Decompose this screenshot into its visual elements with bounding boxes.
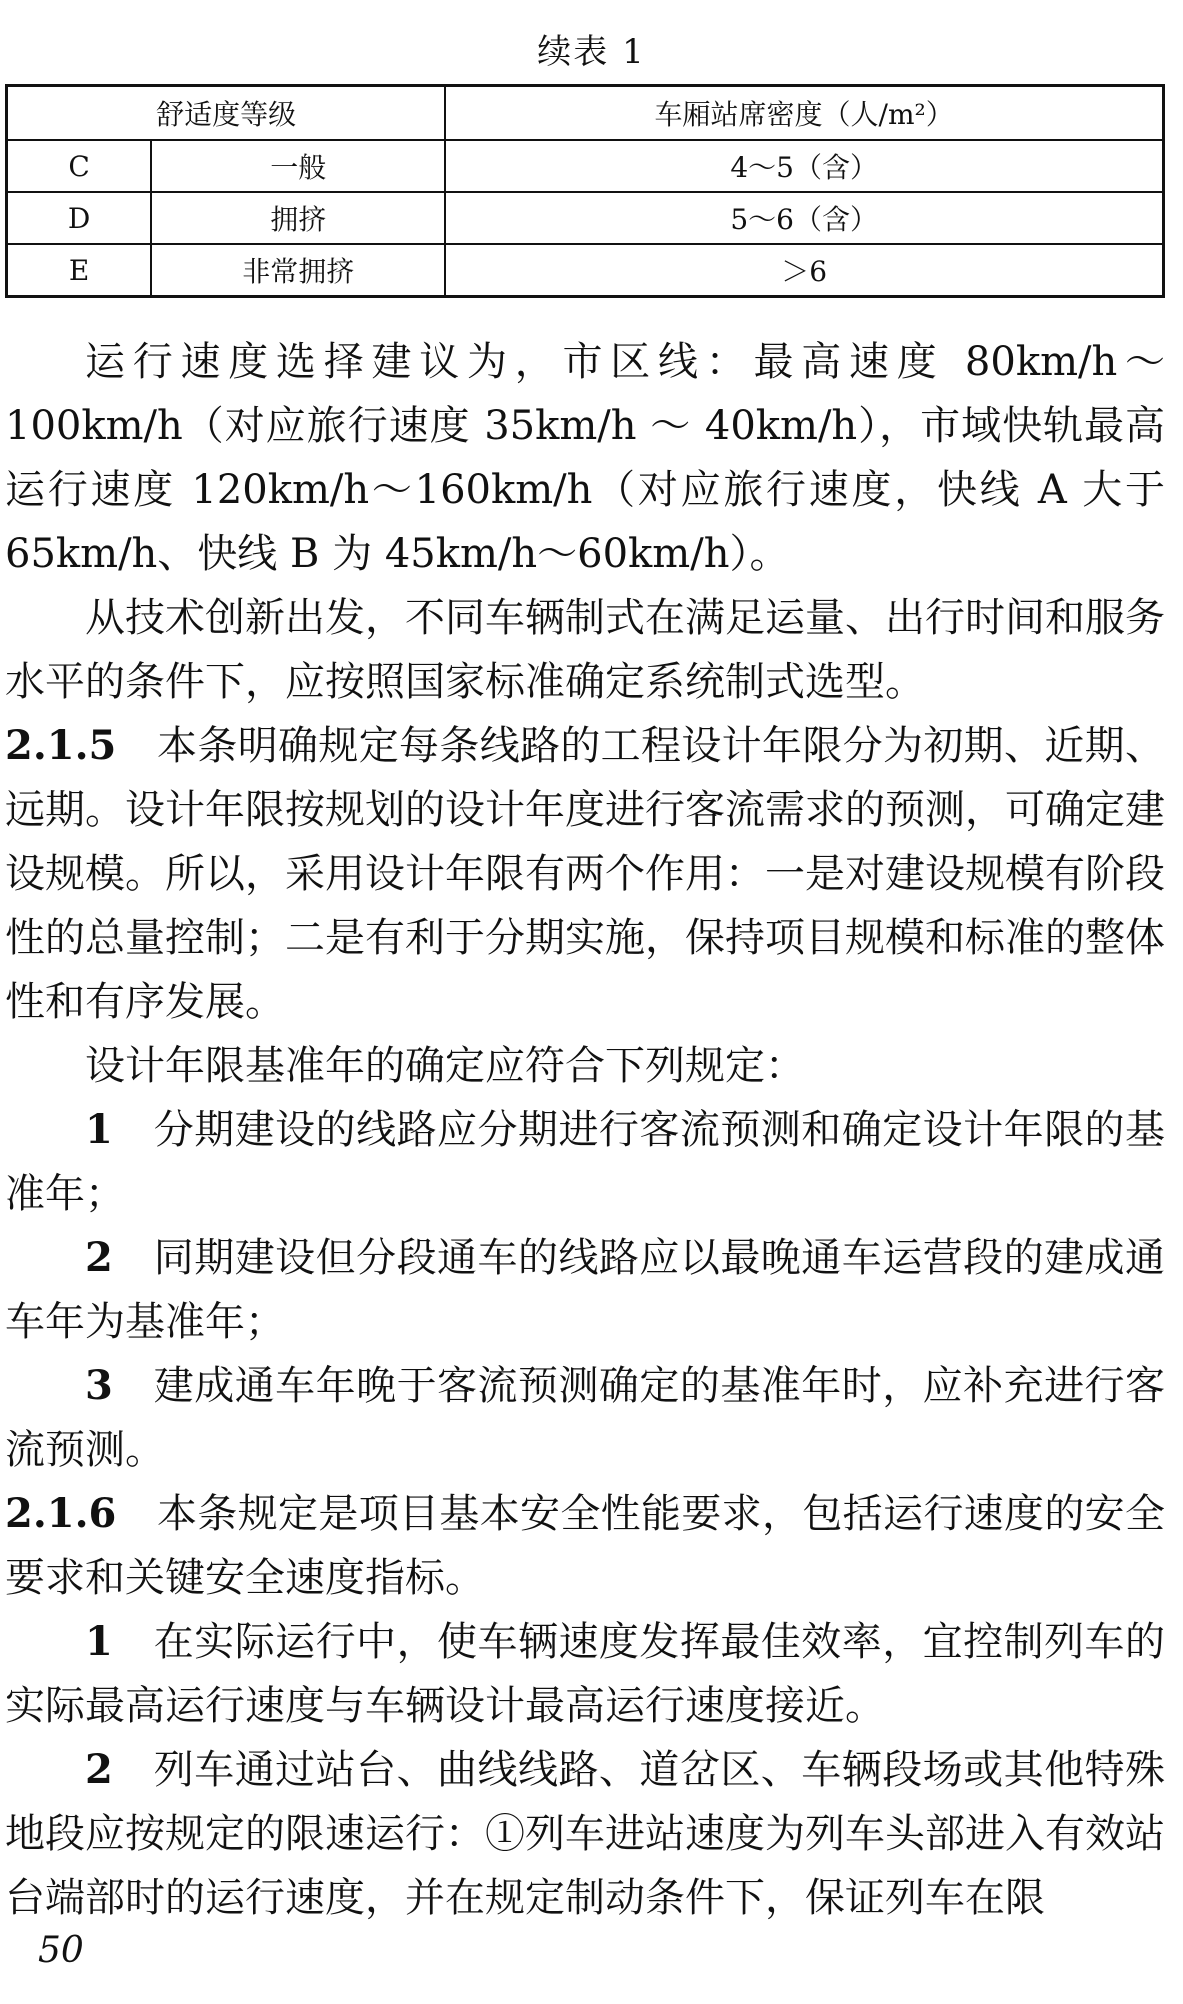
table-row xyxy=(7,140,1164,192)
body-text xyxy=(5,330,1165,1930)
table-header-row xyxy=(7,86,1164,141)
list-item xyxy=(5,1738,1165,1930)
table-cell-grade: D xyxy=(7,192,152,244)
table-cell-density: 4～5（含） xyxy=(445,140,1163,192)
item-number: 1 xyxy=(85,1106,113,1153)
list-item xyxy=(5,1226,1165,1354)
table-cell-grade: C xyxy=(7,140,152,192)
item-number: 2 xyxy=(85,1746,113,1793)
table-cell-grade: E xyxy=(7,244,152,297)
table-cell-desc: 拥挤 xyxy=(151,192,445,244)
table-header-cell: 舒适度等级 xyxy=(7,86,446,141)
item-number: 2 xyxy=(85,1234,113,1281)
paragraph: 设计年限基准年的确定应符合下列规定： xyxy=(85,1043,805,1089)
clause-text: 本条明确规定每条线路的工程设计年限分为初期、近期、远期。设计年限按规划的设计年度进行客流需求的预测，可确定建设规模。所以，采用设计年限有两个作用：一是对建设规模有阶段性的总量控制；二是有利于分期实施，保持项目规模和标准的整体性和有序发展。 xyxy=(5,723,1166,1025)
comfort-level-table xyxy=(5,84,1165,298)
paragraph: 运行速度选择建议为，市区线：最高速度 80km/h～100km/h（对应旅行速度 35km/h ～ 40km/h），市域快轨最高运行速度 120km/h～160km/h（对应旅行速度，快线 A 大于 65km/h、快线 B 为 45km/h～60km/h）。 xyxy=(5,339,1165,577)
clause-2-1-5 xyxy=(5,714,1165,1034)
item-text: 分期建设的线路应分期进行客流预测和确定设计年限的基准年； xyxy=(5,1107,1166,1217)
table-cell-desc: 一般 xyxy=(151,140,445,192)
list-item xyxy=(5,1610,1165,1738)
table-cell-density: ＞6 xyxy=(445,244,1163,297)
item-text: 在实际运行中，使车辆速度发挥最佳效率，宜控制列车的实际最高运行速度与车辆设计最高运行速度接近。 xyxy=(5,1619,1166,1729)
item-number: 1 xyxy=(85,1618,113,1665)
clause-text: 本条规定是项目基本安全性能要求，包括运行速度的安全要求和关键安全速度指标。 xyxy=(5,1491,1166,1601)
clause-2-1-6 xyxy=(5,1482,1165,1610)
clause-number: 2.1.6 xyxy=(5,1490,117,1537)
item-text: 列车通过站台、曲线线路、道岔区、车辆段场或其他特殊地段应按规定的限速运行：①列车进站速度为列车头部进入有效站台端部时的运行速度，并在规定制动条件下，保证列车在限 xyxy=(5,1747,1166,1921)
item-text: 建成通车年晚于客流预测确定的基准年时，应补充进行客流预测。 xyxy=(5,1363,1166,1473)
table-caption: 续表 1 xyxy=(537,32,646,72)
item-number: 3 xyxy=(85,1362,113,1409)
table-header-cell: 车厢站席密度（人/m²） xyxy=(445,86,1163,141)
clause-number: 2.1.5 xyxy=(5,722,117,769)
table-row xyxy=(7,244,1164,297)
table-cell-desc: 非常拥挤 xyxy=(151,244,445,297)
table-cell-density: 5～6（含） xyxy=(445,192,1163,244)
page-number: 50 xyxy=(38,1930,84,1971)
list-item xyxy=(5,1098,1165,1226)
item-text: 同期建设但分段通车的线路应以最晚通车运营段的建成通车年为基准年； xyxy=(5,1235,1166,1345)
table-row xyxy=(7,192,1164,244)
list-item xyxy=(5,1354,1165,1482)
paragraph: 从技术创新出发，不同车辆制式在满足运量、出行时间和服务水平的条件下，应按照国家标准确定系统制式选型。 xyxy=(5,595,1165,705)
